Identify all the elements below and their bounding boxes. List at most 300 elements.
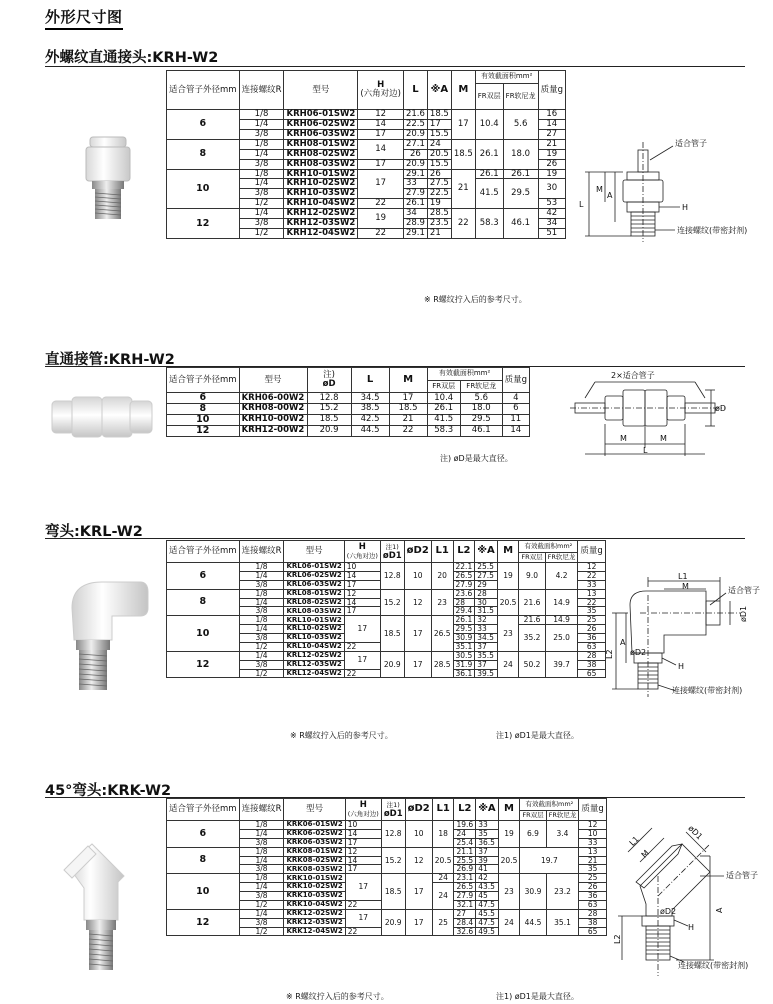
cell-fr2: 4.2 (545, 563, 578, 590)
cell-a: 22.5 (427, 189, 451, 199)
cell-r: 1/4 (239, 909, 284, 918)
table-row (167, 414, 530, 425)
cell-l2: 30.9 (453, 634, 475, 643)
label-a: A (620, 638, 626, 647)
cell-l: 44.5 (351, 425, 389, 436)
cell-l1: 25 (432, 909, 454, 936)
cell-od: 8 (167, 589, 240, 616)
cell-r: 1/4 (239, 856, 284, 865)
cell-l1: 20 (431, 563, 453, 590)
cell-a: 29 (475, 580, 497, 589)
cell-fr1: 26.1 (475, 139, 503, 169)
cell-mass: 38 (578, 660, 605, 669)
cell-mass: 51 (538, 229, 565, 239)
cell-model: KRL12-03SW2 (284, 660, 344, 669)
product-photo-straight-male (78, 135, 138, 225)
col-header-model: 型号 (239, 368, 307, 393)
label-thread: 连接螺纹(带密封剂) (677, 226, 748, 235)
cell-l1: 23 (431, 589, 453, 616)
cell-model: KRH10-04SW2 (284, 199, 358, 209)
spec-table-krl (166, 540, 606, 678)
cell-fr2: 26.1 (503, 169, 538, 179)
cell-mass: 22 (578, 598, 605, 607)
cell-mass: 65 (578, 669, 605, 678)
cell-od: 10 (167, 874, 240, 910)
cell-a: 28.5 (427, 209, 451, 219)
cell-mass: 12 (578, 563, 605, 572)
cell-h: 17 (345, 865, 381, 874)
col-header-h-sub: (六角对边) (360, 89, 401, 99)
cell-r: 3/8 (239, 865, 284, 874)
cell-model: KRH10-01SW2 (284, 169, 358, 179)
cell-a: 47.5 (476, 918, 498, 927)
col-header-model: 型号 (284, 799, 345, 821)
cell-r: 3/8 (239, 634, 284, 643)
cell-model: KRH08-01SW2 (284, 139, 358, 149)
label-thread: 连接螺纹(带密封剂) (678, 961, 749, 970)
cell-l: 42.5 (351, 414, 389, 425)
cell-d1: 12.8 (381, 821, 405, 848)
cell-fr1: 21.6 (519, 616, 545, 625)
cell-fr1: 26.1 (475, 169, 503, 179)
cell-a: 19 (427, 199, 451, 209)
cell-model: KRK06-03SW2 (284, 838, 345, 847)
cell-mass: 36 (578, 634, 605, 643)
cell-l: 38.5 (351, 403, 389, 414)
cell-model: KRK10-03SW2 (284, 892, 345, 901)
label-d2: øD2 (660, 907, 677, 916)
cell-mass: 33 (579, 838, 606, 847)
cell-l2: 32.6 (454, 927, 476, 936)
cell-fr1: 10.4 (475, 110, 503, 140)
cell-model: KRL10-04SW2 (284, 642, 344, 651)
cell-l2: 29.5 (453, 625, 475, 634)
col-header-mass: 质量g (538, 71, 565, 110)
cell-h: 12 (345, 847, 381, 856)
cell-h: 14 (345, 829, 381, 838)
cell-l2: 30.5 (453, 651, 475, 660)
col-header-d1-note: 注1) (385, 542, 399, 551)
cell-fr1: 9.0 (519, 563, 545, 590)
cell-model: KRK10-04SW2 (284, 900, 345, 909)
col-header-od: 适合管子外径mm (167, 368, 240, 393)
col-header-od: 适合管子外径mm (167, 799, 240, 821)
cell-model: KRL06-03SW2 (284, 580, 344, 589)
cell-mass: 34 (538, 219, 565, 229)
cell-l1: 26.5 (431, 616, 453, 652)
col-header-l2: L2 (453, 541, 475, 563)
cell-d2: 17 (404, 616, 431, 652)
cell-model: KRH12-03SW2 (284, 219, 358, 229)
cell-mass: 28 (578, 651, 605, 660)
cell-mass: 38 (579, 918, 606, 927)
col-header-l: L (403, 71, 427, 110)
label-h: H (678, 662, 685, 671)
cell-mass: 28 (579, 909, 606, 918)
cell-l2: 21.1 (454, 847, 476, 856)
col-header-fr2: FR软尼龙 (503, 84, 538, 110)
cell-a: 20.5 (427, 149, 451, 159)
cell-l: 28.9 (403, 219, 427, 229)
cell-r: 1/4 (239, 571, 284, 580)
label-m: M (660, 434, 667, 443)
cell-d2: 17 (404, 651, 431, 678)
label-m: M (639, 848, 651, 860)
cell-a: 37 (475, 660, 497, 669)
cell-a: 47.5 (476, 900, 498, 909)
section-divider (45, 66, 745, 67)
cell-model: KRK08-02SW2 (284, 856, 345, 865)
cell-model: KRK06-01SW2 (284, 821, 345, 830)
cell-h: 17 (345, 874, 381, 901)
cell-fr2: 35.1 (546, 909, 579, 936)
cell-l2: 25.5 (454, 856, 476, 865)
label-a: A (715, 907, 724, 913)
cell-model: KRL06-02SW2 (284, 571, 344, 580)
cell-l: 34.5 (351, 393, 389, 404)
cell-a: 33 (475, 625, 497, 634)
cell-r: 1/8 (239, 169, 284, 179)
cell-mass: 26 (579, 883, 606, 892)
cell-h: 17 (358, 169, 404, 199)
cell-fr1: 58.3 (427, 425, 460, 436)
cell-model: KRK08-03SW2 (284, 865, 345, 874)
cell-a: 39.5 (475, 669, 497, 678)
table-row (167, 425, 530, 436)
cell-a: 42 (476, 874, 498, 883)
section-title-krh-union: 直通接管:KRH-W2 (45, 352, 175, 368)
label-d: øD (715, 404, 727, 413)
cell-a: 24 (427, 139, 451, 149)
cell-a: 34.5 (475, 634, 497, 643)
cell-mass: 12 (579, 821, 606, 830)
cell-h: 17 (344, 607, 380, 616)
label-m: M (682, 582, 689, 591)
cell-h: 17 (358, 159, 404, 169)
cell-fr2: 29.5 (503, 179, 538, 209)
cell-h: 22 (345, 927, 381, 936)
cell-m: 23 (498, 874, 520, 910)
section-title-krk: 45°弯头:KRK-W2 (45, 783, 172, 799)
col-header-l1: L1 (431, 541, 453, 563)
cell-h: 14 (345, 856, 381, 865)
cell-model: KRK12-03SW2 (284, 918, 345, 927)
label-tube: 2×适合管子 (611, 371, 655, 380)
cell-h: 19 (358, 209, 404, 229)
cell-od: 8 (167, 403, 240, 414)
cell-fr2: 23.2 (546, 874, 579, 910)
cell-l2: 28 (453, 598, 475, 607)
note-d1: 注1) øD1是最大直径。 (496, 731, 579, 740)
cell-m: 20.5 (498, 847, 520, 874)
cell-a: 21 (427, 229, 451, 239)
cell-model: KRL10-03SW2 (284, 634, 344, 643)
cell-r: 1/2 (239, 669, 284, 678)
page-title: 外形尺寸图 (45, 6, 123, 30)
cell-h: 14 (344, 571, 380, 580)
col-header-mass: 质量g (502, 368, 529, 393)
cell-fr1: 41.5 (427, 414, 460, 425)
col-header-fr2: FR软尼龙 (460, 381, 502, 393)
cell-m: 22 (451, 209, 475, 239)
cell-m: 19 (498, 821, 520, 848)
cell-fr2: 39.7 (545, 651, 578, 678)
cell-h: 22 (344, 642, 380, 651)
col-header-d1: øD1 (383, 808, 403, 819)
cell-l: 29.1 (403, 169, 427, 179)
note-d1: 注1) øD1是最大直径。 (496, 992, 579, 1001)
cell-m: 21 (451, 169, 475, 209)
cell-r: 3/8 (239, 918, 284, 927)
col-header-area: 有效截面积mm² (427, 368, 502, 381)
cell-model: KRH10-02SW2 (284, 179, 358, 189)
cell-h: 22 (358, 199, 404, 209)
cell-l1: 28.5 (431, 651, 453, 678)
col-header-fr1: FR双层 (427, 381, 460, 393)
cell-l: 29.1 (403, 229, 427, 239)
cell-l2: 26.5 (454, 883, 476, 892)
label-a: A (607, 191, 613, 200)
cell-od: 10 (167, 169, 240, 209)
cell-r: 3/8 (239, 159, 284, 169)
label-tube: 适合管子 (728, 586, 760, 595)
cell-a: 28 (475, 589, 497, 598)
cell-l: 26.1 (403, 199, 427, 209)
cell-a: 27.5 (475, 571, 497, 580)
cell-a: 45.5 (476, 909, 498, 918)
label-l2: L2 (613, 934, 622, 944)
cell-mass: 19 (538, 149, 565, 159)
cell-od: 6 (167, 563, 240, 590)
cell-fr2: 3.4 (546, 821, 579, 848)
label-l: L (643, 446, 648, 455)
cell-d2: 17 (405, 909, 432, 936)
cell-l2: 26.9 (454, 865, 476, 874)
section-title-krl: 弯头:KRL-W2 (45, 524, 143, 540)
col-header-h: H (377, 80, 385, 91)
cell-mass: 53 (538, 199, 565, 209)
cell-mass: 6 (502, 403, 529, 414)
label-d1: øD1 (739, 605, 748, 622)
cell-od: 12 (167, 909, 240, 936)
col-header-h: H (359, 799, 367, 810)
cell-model: KRH12-00W2 (239, 425, 307, 436)
cell-model: KRH12-02SW2 (284, 209, 358, 219)
cell-r: 1/4 (239, 651, 284, 660)
col-header-d2: øD2 (405, 799, 432, 821)
label-l: L (579, 200, 584, 209)
cell-l: 20.9 (403, 129, 427, 139)
cell-r: 1/4 (239, 209, 284, 219)
cell-fr2: 14.9 (545, 616, 578, 625)
cell-l1: 24 (432, 874, 454, 883)
cell-m: 18.5 (389, 403, 427, 414)
cell-r: 1/8 (239, 821, 284, 830)
cell-model: KRH10-00W2 (239, 414, 307, 425)
cell-a: 15.5 (427, 159, 451, 169)
cell-h: 10 (345, 821, 381, 830)
cell-mass: 11 (502, 414, 529, 425)
cell-fr1: 26.1 (427, 403, 460, 414)
cell-mass: 35 (579, 865, 606, 874)
col-header-fr1: FR双层 (475, 84, 503, 110)
cell-mass: 42 (538, 209, 565, 219)
cell-mass: 13 (578, 589, 605, 598)
cell-mass: 35 (578, 607, 605, 616)
cell-model: KRL08-03SW2 (284, 607, 344, 616)
cell-r: 1/2 (239, 900, 284, 909)
cell-od: 12 (167, 425, 240, 436)
cell-m: 19 (497, 563, 519, 590)
cell-mass: 22 (578, 571, 605, 580)
cell-l2: 27.9 (454, 892, 476, 901)
cell-model: KRH06-02SW2 (284, 119, 358, 129)
cell-a: 39 (476, 856, 498, 865)
cell-fr2: 5.6 (460, 393, 502, 404)
cell-a: 30 (475, 598, 497, 607)
label-tube: 适合管子 (726, 871, 758, 880)
cell-l: 26 (403, 149, 427, 159)
cell-a: 49.5 (476, 927, 498, 936)
col-header-m: M (451, 71, 475, 110)
cell-fr2: 46.1 (503, 209, 538, 239)
cell-h: 22 (344, 669, 380, 678)
col-header-m: M (389, 368, 427, 393)
cell-fr1: 35.2 (519, 625, 545, 652)
note-thread: ※ R螺纹拧入后的参考尺寸。 (286, 992, 389, 1001)
cell-model: KRH10-03SW2 (284, 189, 358, 199)
cell-h: 17 (344, 616, 380, 643)
cell-mass: 13 (579, 847, 606, 856)
cell-model: KRK10-02SW2 (284, 883, 345, 892)
drawing-krh-male (575, 132, 760, 247)
label-d1: øD1 (686, 823, 705, 842)
label-l2: L2 (605, 649, 614, 659)
cell-mass: 65 (579, 927, 606, 936)
cell-r: 1/8 (239, 589, 284, 598)
cell-l2: 29.4 (453, 607, 475, 616)
cell-d: 20.9 (307, 425, 351, 436)
cell-m: 22 (389, 425, 427, 436)
col-header-h: H (358, 541, 366, 552)
col-header-od: 适合管子外径mm (169, 84, 237, 95)
cell-m: 18.5 (451, 139, 475, 169)
cell-h: 17 (358, 129, 404, 139)
cell-h: 14 (358, 139, 404, 159)
cell-d1: 15.2 (380, 589, 404, 616)
cell-model: KRK06-02SW2 (284, 829, 345, 838)
cell-r: 1/8 (239, 616, 284, 625)
cell-model: KRL12-02SW2 (284, 651, 344, 660)
cell-mass: 25 (578, 616, 605, 625)
cell-m: 17 (451, 110, 475, 140)
col-header-area: 有效截面积mm² (519, 541, 578, 553)
cell-r: 1/4 (239, 883, 284, 892)
cell-r: 1/8 (239, 110, 284, 120)
cell-l2: 27 (454, 909, 476, 918)
cell-r: 1/4 (239, 625, 284, 634)
cell-l2: 23.1 (454, 874, 476, 883)
cell-model: KRH08-02SW2 (284, 149, 358, 159)
cell-model: KRK12-02SW2 (284, 909, 345, 918)
cell-h: 22 (345, 900, 381, 909)
cell-r: 1/2 (239, 229, 284, 239)
cell-d1: 18.5 (381, 874, 405, 910)
cell-mass: 4 (502, 393, 529, 404)
cell-l2: 24 (454, 829, 476, 838)
cell-m: 17 (389, 393, 427, 404)
cell-mass: 21 (579, 856, 606, 865)
cell-l2: 27.9 (453, 580, 475, 589)
col-header-mass: 质量g (579, 799, 606, 821)
col-header-model: 型号 (284, 541, 344, 563)
cell-mass: 14 (538, 119, 565, 129)
cell-a: 41 (476, 865, 498, 874)
cell-mass: 27 (538, 129, 565, 139)
cell-r: 1/8 (239, 139, 284, 149)
cell-a: 15.5 (427, 129, 451, 139)
cell-h: 14 (344, 598, 380, 607)
cell-d1: 20.9 (380, 651, 404, 678)
cell-a: 35.5 (475, 651, 497, 660)
cell-h: 12 (344, 589, 380, 598)
product-photo-union (50, 393, 155, 441)
cell-a: 32 (475, 616, 497, 625)
cell-l2: 26.1 (453, 616, 475, 625)
cell-a: 18.5 (427, 110, 451, 120)
cell-a: 31.5 (475, 607, 497, 616)
cell-l1: 20.5 (432, 847, 454, 874)
col-header-r: 连接螺纹R (241, 84, 282, 95)
cell-model: KRH08-00W2 (239, 403, 307, 414)
label-l1: L1 (627, 834, 641, 848)
cell-fr2: 46.1 (460, 425, 502, 436)
cell-a: 35 (476, 829, 498, 838)
cell-a: 26 (427, 169, 451, 179)
cell-l2: 26.5 (453, 571, 475, 580)
cell-l2: 23.6 (453, 589, 475, 598)
col-header-m: M (498, 799, 520, 821)
cell-mass: 30 (538, 179, 565, 199)
cell-mass: 36 (579, 892, 606, 901)
cell-model: KRH08-03SW2 (284, 159, 358, 169)
cell-a: 45 (476, 892, 498, 901)
cell-h: 17 (345, 909, 381, 927)
product-photo-elbow (62, 578, 152, 698)
cell-l: 33 (403, 179, 427, 189)
cell-m: 20.5 (497, 589, 519, 616)
cell-od: 6 (167, 821, 240, 848)
col-header-d1: øD1 (382, 550, 402, 561)
cell-a: 37 (475, 642, 497, 651)
cell-l2: 19.6 (454, 821, 476, 830)
col-header-fr1: FR双层 (520, 811, 546, 821)
cell-r: 1/8 (239, 563, 284, 572)
col-header-mass: 质量g (578, 541, 605, 563)
cell-d2: 17 (405, 874, 432, 910)
cell-fr1: 41.5 (475, 179, 503, 209)
cell-a: 23.5 (427, 219, 451, 229)
col-header-h-sub: (六角对边) (347, 809, 379, 818)
section-divider (45, 538, 745, 539)
cell-r: 1/8 (239, 847, 284, 856)
col-header-a: ※A (476, 799, 498, 821)
cell-r: 3/8 (239, 892, 284, 901)
cell-h: 12 (358, 110, 404, 120)
cell-d1: 18.5 (380, 616, 404, 652)
col-header-fr2: FR软尼龙 (546, 811, 579, 821)
cell-r: 3/8 (239, 660, 284, 669)
